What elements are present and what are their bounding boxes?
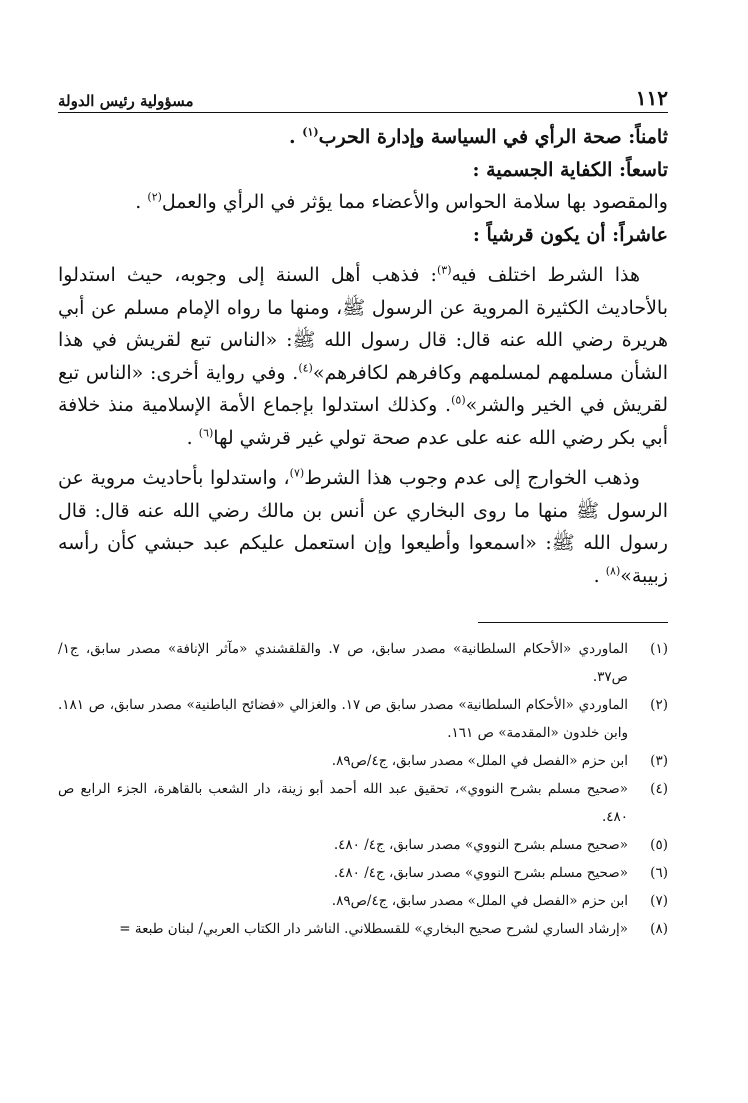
paragraph-end: . bbox=[593, 564, 606, 587]
footnote-text: الماوردي «الأحكام السلطانية» مصدر سابق، ص ٧. والقلقشندي «مآثر الإنافة» مصدر سابق، ج١/ ص٣٧. bbox=[58, 641, 628, 685]
footnote-text: «إرشاد الساري لشرح صحيح البخاري» للقسطلاني. الناشر دار الكتاب العربي/ لبنان طبعة = bbox=[119, 921, 628, 937]
footnote-ref: (٧) bbox=[289, 466, 305, 480]
footnote-ref: (٣) bbox=[436, 263, 452, 277]
footnote bbox=[58, 635, 668, 691]
footnote-ref: (٢) bbox=[147, 190, 162, 204]
footnote-number: (٨) bbox=[650, 921, 668, 937]
paragraph-text: هذا الشرط اختلف فيه bbox=[451, 264, 640, 286]
item-label: ثامناً bbox=[635, 126, 668, 148]
footnote-ref: (٥) bbox=[451, 393, 466, 407]
book-page bbox=[58, 84, 668, 943]
item-tenth bbox=[58, 219, 668, 252]
main-text bbox=[58, 121, 668, 592]
footnote-text: «صحيح مسلم بشرح النووي» مصدر سابق، ج٤/ ٤٨٠. bbox=[333, 865, 628, 881]
item-end: . bbox=[289, 126, 303, 148]
footnote-number: (٣) bbox=[650, 753, 668, 769]
footnote-number: (٦) bbox=[650, 865, 668, 881]
footnote-text: الماوردي «الأحكام السلطانية» مصدر سابق ص ١٧. والغزالي «فضائح الباطنية» مصدر سابق، ص ١٨١. وابن خلدون «المقدمة» ص ١٦١. bbox=[58, 697, 629, 741]
footnote-text: ابن حزم «الفصل في الملل» مصدر سابق، ج٤/ص٨٩. bbox=[331, 893, 628, 909]
paragraph-text: . وفي رواية أخرى: «الناس تبع لقريش في الخير والشر» bbox=[58, 361, 668, 416]
paragraph-text: : فذهب أهل السنة إلى وجوبه، حيث استدلوا بالأحاديث الكثيرة المروية عن الرسول ﷺ، ومنها ما رواه الإمام مسلم عن أبي هريرة رضي الله عنه قال: قال رسول الله ﷺ: «الناس تبع لقريش في هذا الشأن مسلمهم لمسلمهم وكافرهم لكافرهم» bbox=[58, 264, 668, 384]
item-label: عاشراً bbox=[619, 223, 668, 246]
footnote bbox=[58, 747, 668, 775]
item-text: : الكفاية الجسمية : bbox=[472, 158, 627, 181]
footnote bbox=[58, 775, 668, 831]
paragraph-quraysh-condition bbox=[58, 259, 668, 454]
footnote bbox=[58, 691, 668, 747]
footnote-text: «صحيح مسلم بشرح النووي» مصدر سابق، ج٤/ ٤٨٠. bbox=[333, 837, 628, 853]
footnote-number: (١) bbox=[650, 641, 668, 657]
paragraph-physical-fitness bbox=[58, 186, 668, 219]
footnote-ref: (١) bbox=[302, 125, 319, 139]
running-title: مسؤولية رئيس الدولة bbox=[58, 92, 194, 110]
paragraph-text: ، واستدلوا بأحاديث مروية عن الرسول ﷺ منها ما روى البخاري عن أنس بن مالك رضي الله عنه قال: قال رسول الله ﷺ: «اسمعوا وأطيعوا وإن استعمل عليكم عبد حبشي كأن رأسه زبيبة» bbox=[58, 467, 668, 587]
footnote-text: ابن حزم «الفصل في الملل» مصدر سابق، ج٤/ص٨٩. bbox=[331, 753, 628, 769]
item-text: : أن يكون قرشياً : bbox=[472, 223, 620, 246]
page-number: ١١٢ bbox=[635, 86, 668, 110]
footnote bbox=[58, 859, 668, 887]
footnotes bbox=[58, 635, 668, 943]
footnote-separator-wrap bbox=[58, 592, 668, 623]
footnote-text: «صحيح مسلم بشرح النووي»، تحقيق عبد الله أحمد أبو زينة، دار الشعب بالقاهرة، الجزء الرابع ص ٤٨٠. bbox=[58, 781, 628, 825]
footnote bbox=[58, 887, 668, 915]
footnote-ref: (٨) bbox=[605, 564, 621, 578]
paragraph-khawarij bbox=[58, 462, 668, 592]
footnote-ref: (٤) bbox=[298, 361, 313, 375]
paragraph-end: . bbox=[186, 426, 199, 449]
footnote bbox=[58, 915, 668, 943]
item-ninth bbox=[58, 154, 668, 187]
footnote-separator bbox=[478, 622, 668, 623]
footnote-number: (٥) bbox=[650, 837, 668, 853]
footnote-ref: (٦) bbox=[198, 426, 214, 440]
item-label: تاسعاً bbox=[626, 158, 668, 181]
paragraph-text: وذهب الخوارج إلى عدم وجوب هذا الشرط bbox=[304, 467, 640, 489]
item-text: : صحة الرأي في السياسة وإدارة الحرب bbox=[318, 126, 636, 148]
footnote-number: (٤) bbox=[650, 781, 668, 797]
footnote bbox=[58, 831, 668, 859]
footnote-number: (٢) bbox=[650, 697, 668, 713]
footnote-number: (٧) bbox=[650, 893, 668, 909]
paragraph-text: . وكذلك استدلوا بإجماع الأمة الإسلامية منذ خلافة أبي بكر رضي الله عنه على عدم صحة تولي غير قرشي لها bbox=[58, 394, 668, 449]
paragraph-end: . bbox=[135, 191, 148, 213]
running-header bbox=[58, 84, 668, 113]
paragraph-text: والمقصود بها سلامة الحواس والأعضاء مما يؤثر في الرأي والعمل bbox=[161, 191, 668, 213]
item-eighth bbox=[58, 121, 668, 154]
